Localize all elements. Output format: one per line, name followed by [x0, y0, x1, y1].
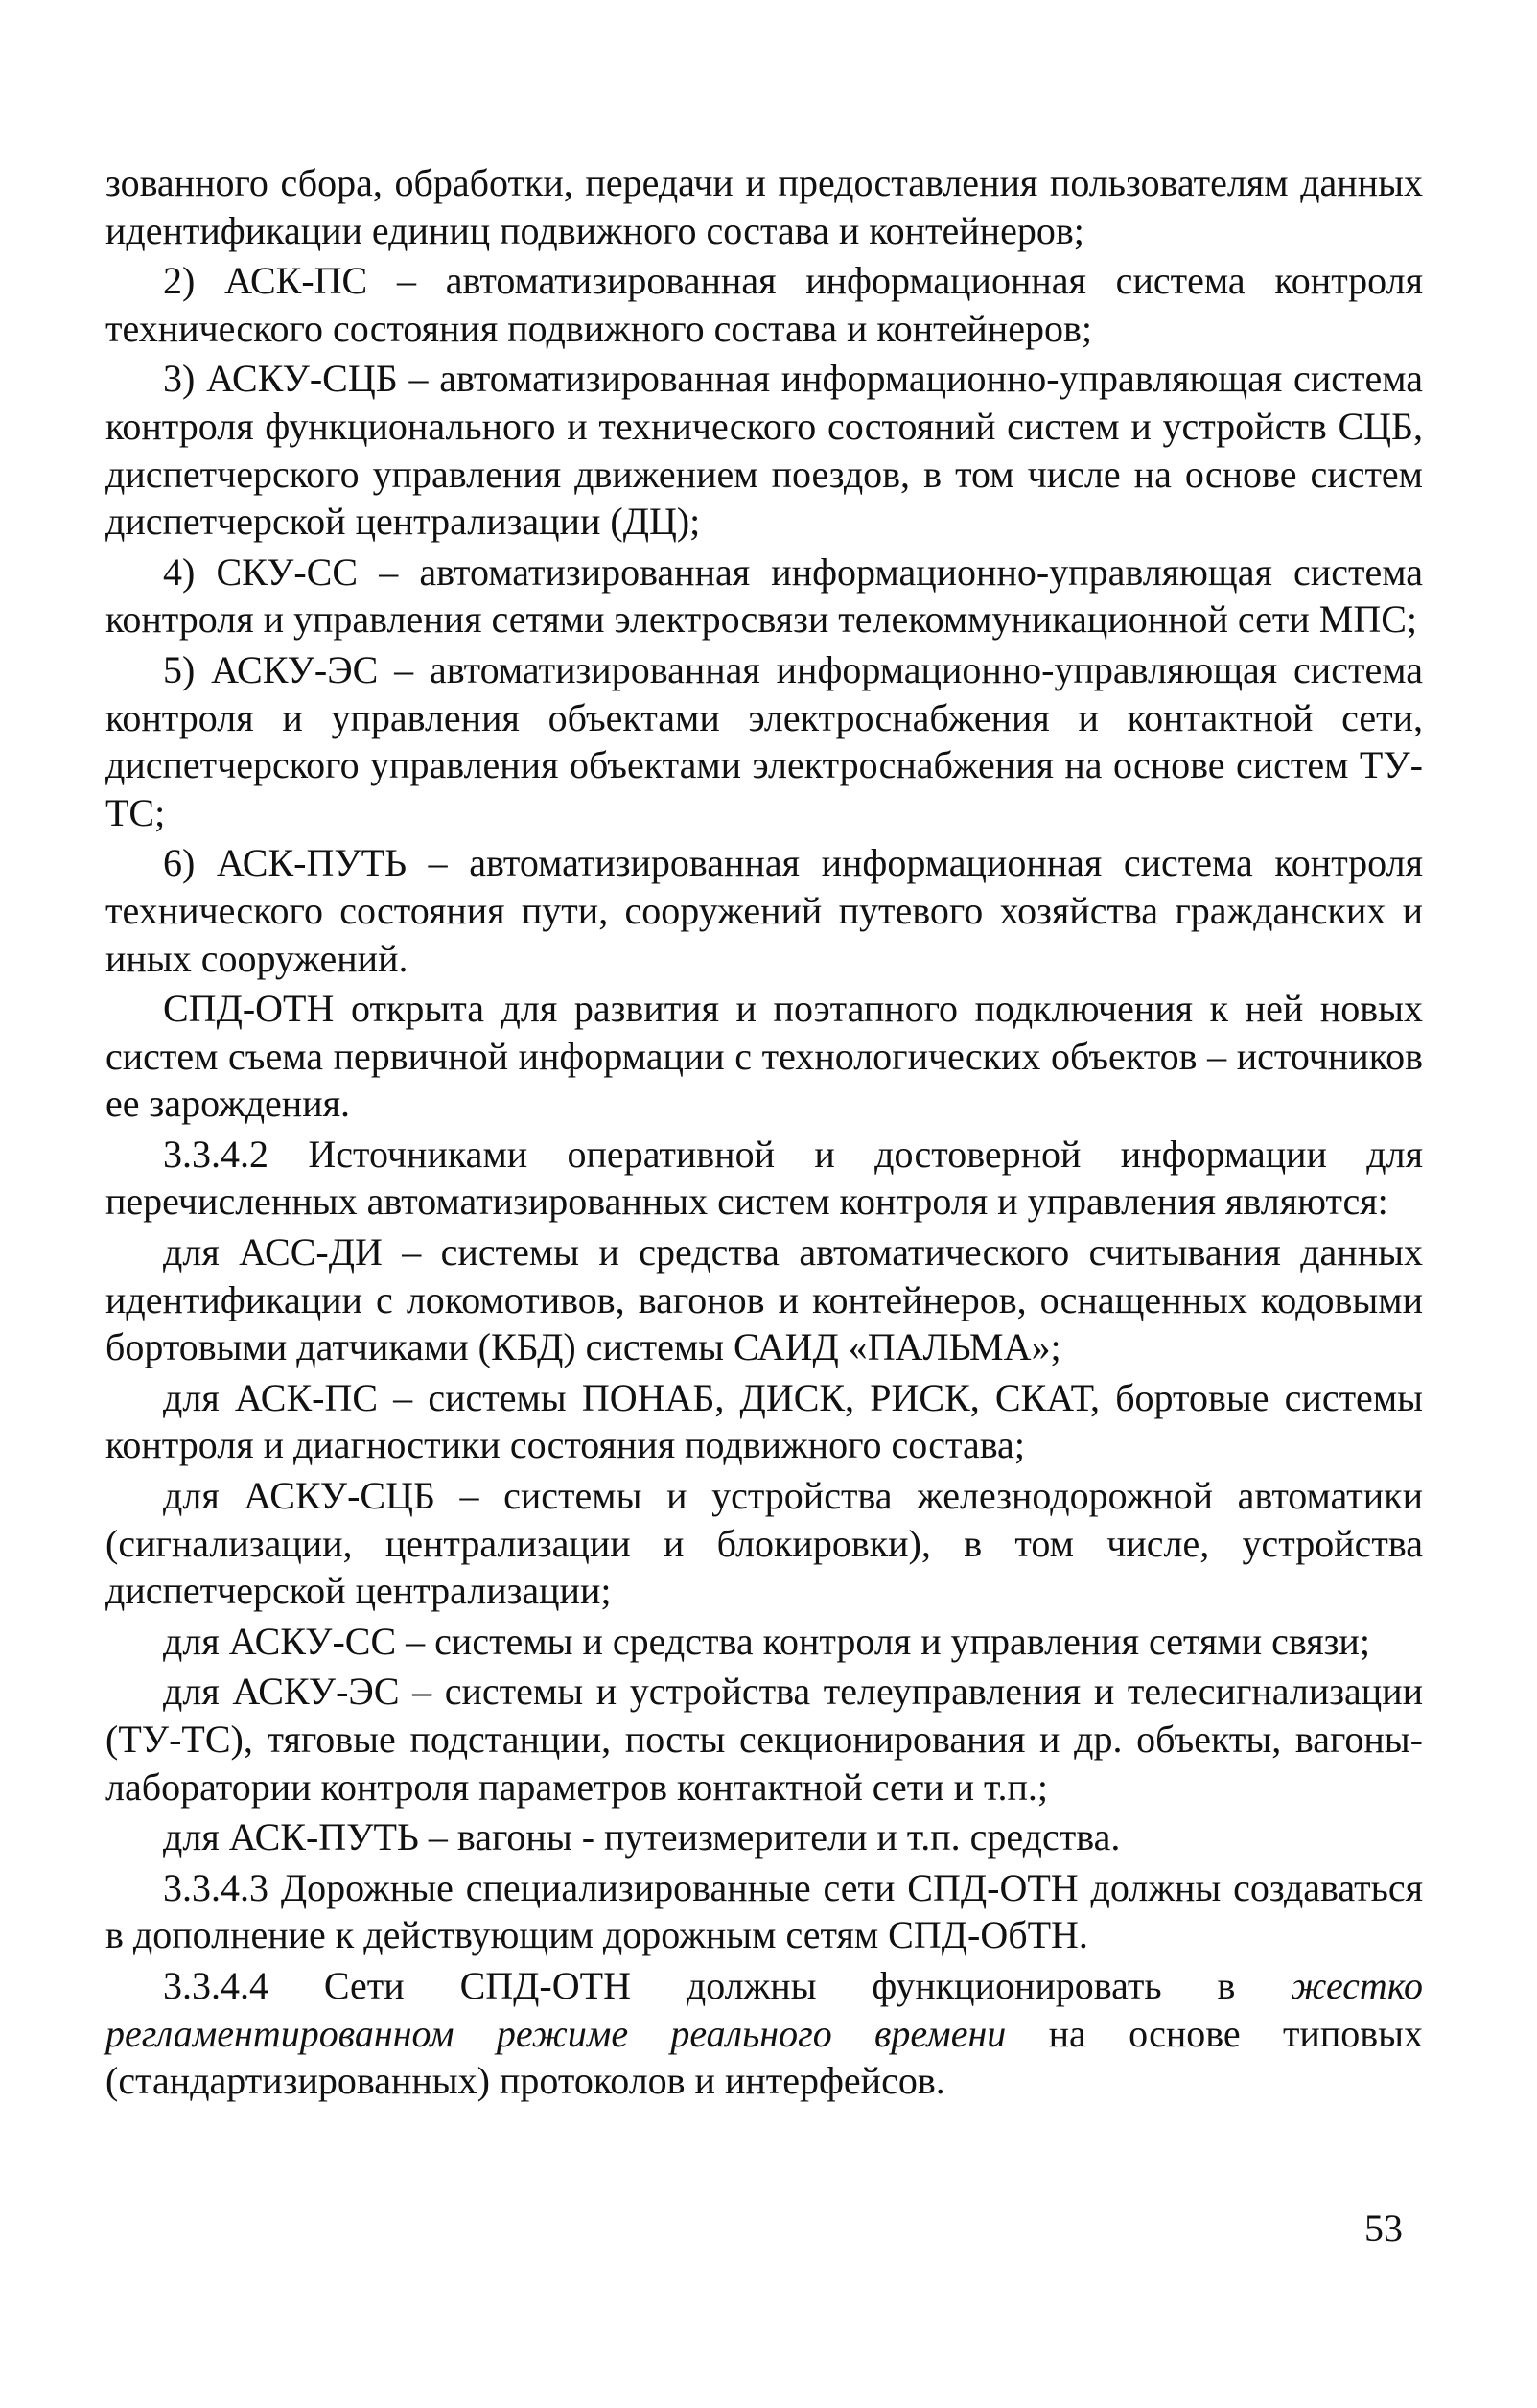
source-item-ask-ps: для АСК-ПС – системы ПОНАБ, ДИСК, РИСК, СКАТ, бортовые системы контроля и диагностики состояния подвижного состава;: [105, 1375, 1423, 1467]
paragraph-3-3-4-2: 3.3.4.2 Источниками оперативной и достоверной информации для перечисленных автоматизированных систем контроля и управления являются:: [105, 1132, 1423, 1224]
paragraph-3-3-4-3: 3.3.4.3 Дорожные специализированные сети СПД-ОТН должны создаваться в дополнение к действующим дорожным сетям СПД-ОбТН.: [105, 1865, 1423, 1957]
list-item-asku-scb: 3) АСКУ-СЦБ – автоматизированная информационно-управляющая система контроля функционального и технического состояний систем и устройств СЦБ, диспетчерского управления движением поездов, в том числе на основе систем диспетчерской централизации (ДЦ);: [105, 357, 1423, 544]
source-item-ask-put: для АСК-ПУТЬ – вагоны - путеизмерители и т.п. средства.: [163, 1815, 1121, 1859]
list-item-ask-ps: 2) АСК-ПС – автоматизированная информационная система контроля технического состояния подвижного состава и контейнеров;: [105, 259, 1423, 350]
paragraph-continuation: зованного сбора, обработки, передачи и предоставления пользователям данных идентификации единиц подвижного состава и контейнеров;: [105, 161, 1423, 252]
paragraph-3-3-4-4-end: на основе типовых (стандартизированных) протоколов и интерфейсов.: [105, 2011, 1423, 2103]
body-text: [105, 159, 1423, 2105]
page-number: 53: [1364, 2207, 1403, 2250]
paragraph-3-3-4-4: [105, 1962, 1423, 2105]
emphasis-realtime-mode: жестко регламентированном режиме реального времени: [105, 1963, 1423, 2055]
source-item-asku-scb: для АСКУ-СЦБ – системы и устройства железнодорожной автоматики (сигнализации, централизации и блокировки), в том числе, устройства диспетчерской централизации;: [105, 1474, 1423, 1613]
list-item-asku-es: 5) АСКУ-ЭС – автоматизированная информационно-управляющая система контроля и управления объектами электроснабжения и контактной сети, диспетчерского управления объектами электроснабжения на основе систем ТУ-ТС;: [105, 647, 1423, 834]
paragraph-3-3-4-4-start: 3.3.4.4 Сети СПД-ОТН должны функционировать в: [163, 1963, 1292, 2007]
list-item-ask-put: 6) АСК-ПУТЬ – автоматизированная информационная система контроля технического состояния пути, сооружений путевого хозяйства гражданских и иных сооружений.: [105, 841, 1423, 980]
source-item-asku-es: для АСКУ-ЭС – системы и устройства телеуправления и телесигнализации (ТУ-ТС), тяговые подстанции, посты секционирования и др. объекты, вагоны-лаборатории контроля параметров контактной сети и т.п.;: [105, 1670, 1423, 1809]
source-item-asku-ss: для АСКУ-СС – системы и средства контроля и управления сетями связи;: [163, 1619, 1370, 1663]
paragraph-spd-otn-open: СПД-ОТН открыта для развития и поэтапного подключения к ней новых систем съема первичной информации с технологических объектов – источников ее зарождения.: [105, 987, 1423, 1126]
source-item-ass-di: для АСС-ДИ – системы и средства автоматического считывания данных идентификации с локомотивов, вагонов и контейнеров, оснащенных кодовыми бортовыми датчиками (КБД) системы САИД «ПАЛЬМА»;: [105, 1230, 1423, 1369]
list-item-sku-ss: 4) СКУ-СС – автоматизированная информационно-управляющая система контроля и управления сетями электросвязи телекоммуникационной сети МПС;: [105, 549, 1423, 642]
